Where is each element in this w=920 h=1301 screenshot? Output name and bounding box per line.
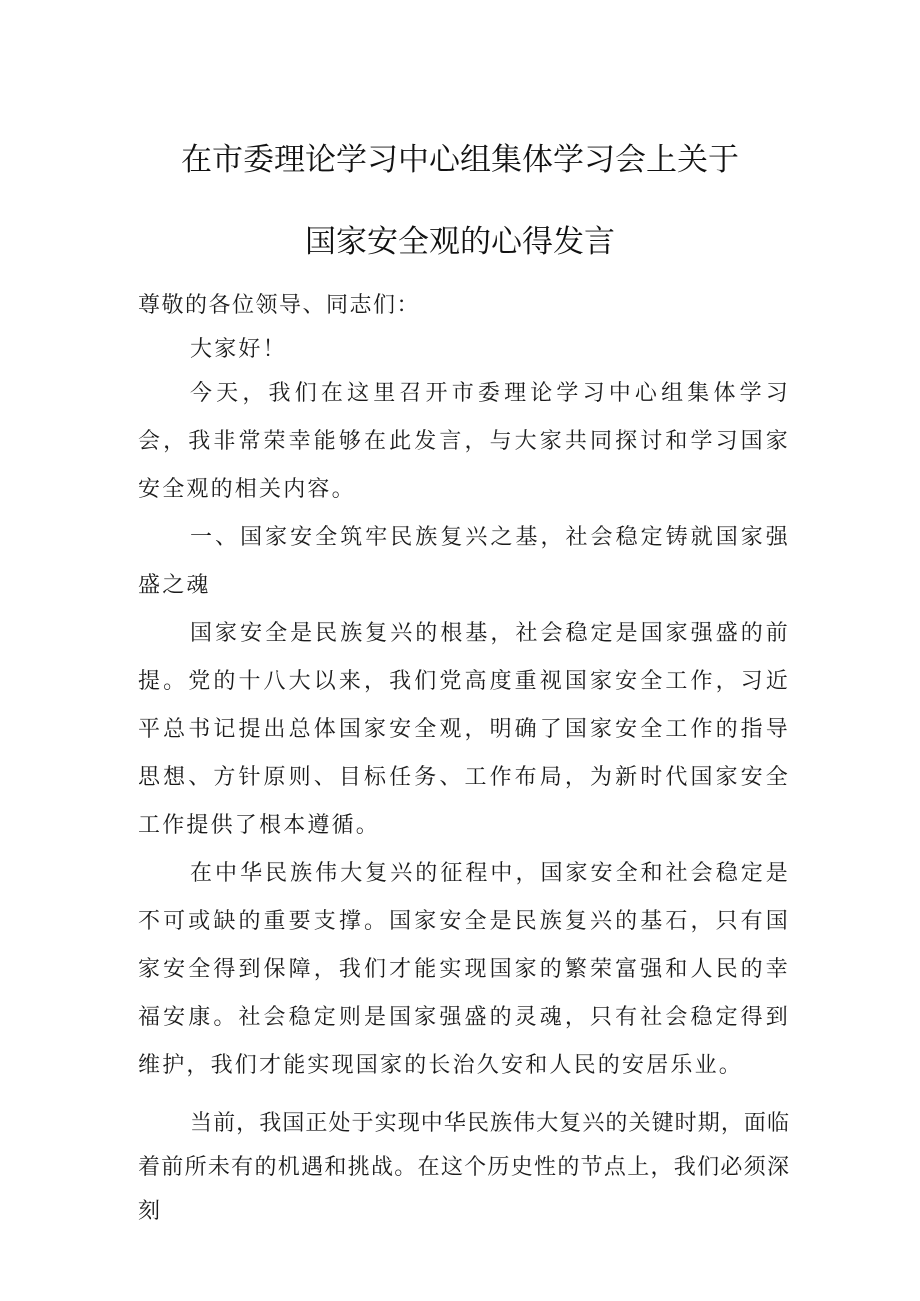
salutation: 尊敬的各位领导、同志们： — [138, 293, 421, 318]
body-paragraph-3: 当前，我国正处于实现中华民族伟大复兴的关键时期，面临着前所未有的机遇和挑战。在这个历史性的节点上，我们必须深刻 — [138, 1111, 790, 1224]
body-paragraph-2: 在中华民族伟大复兴的征程中，国家安全和社会稳定是不可或缺的重要支撑。国家安全是民族复兴的基石，只有国家安全得到保障，我们才能实现国家的繁荣富强和人民的幸福安康。社会稳定则是国家强盛的灵魂，只有社会稳定得到维护，我们才能实现国家的长治久安和人民的安居乐业。 — [138, 861, 790, 1078]
document-title-line-1: 在市委理论学习中心组集体学习会上关于 — [181, 142, 739, 178]
greeting: 大家好！ — [190, 337, 287, 362]
section-heading-1: 一、国家安全筑牢民族复兴之基，社会稳定铸就国家强盛之魂 — [138, 525, 790, 598]
intro-paragraph: 今天，我们在这里召开市委理论学习中心组集体学习会，我非常荣幸能够在此发言，与大家共同探讨和学习国家安全观的相关内容。 — [138, 381, 790, 502]
document-title-line-2: 国家安全观的心得发言 — [305, 224, 615, 260]
body-paragraph-1: 国家安全是民族复兴的根基，社会稳定是国家强盛的前提。党的十八大以来，我们党高度重视国家安全工作，习近平总书记提出总体国家安全观，明确了国家安全工作的指导思想、方针原则、目标任务、工作布局，为新时代国家安全工作提供了根本遵循。 — [138, 621, 790, 838]
